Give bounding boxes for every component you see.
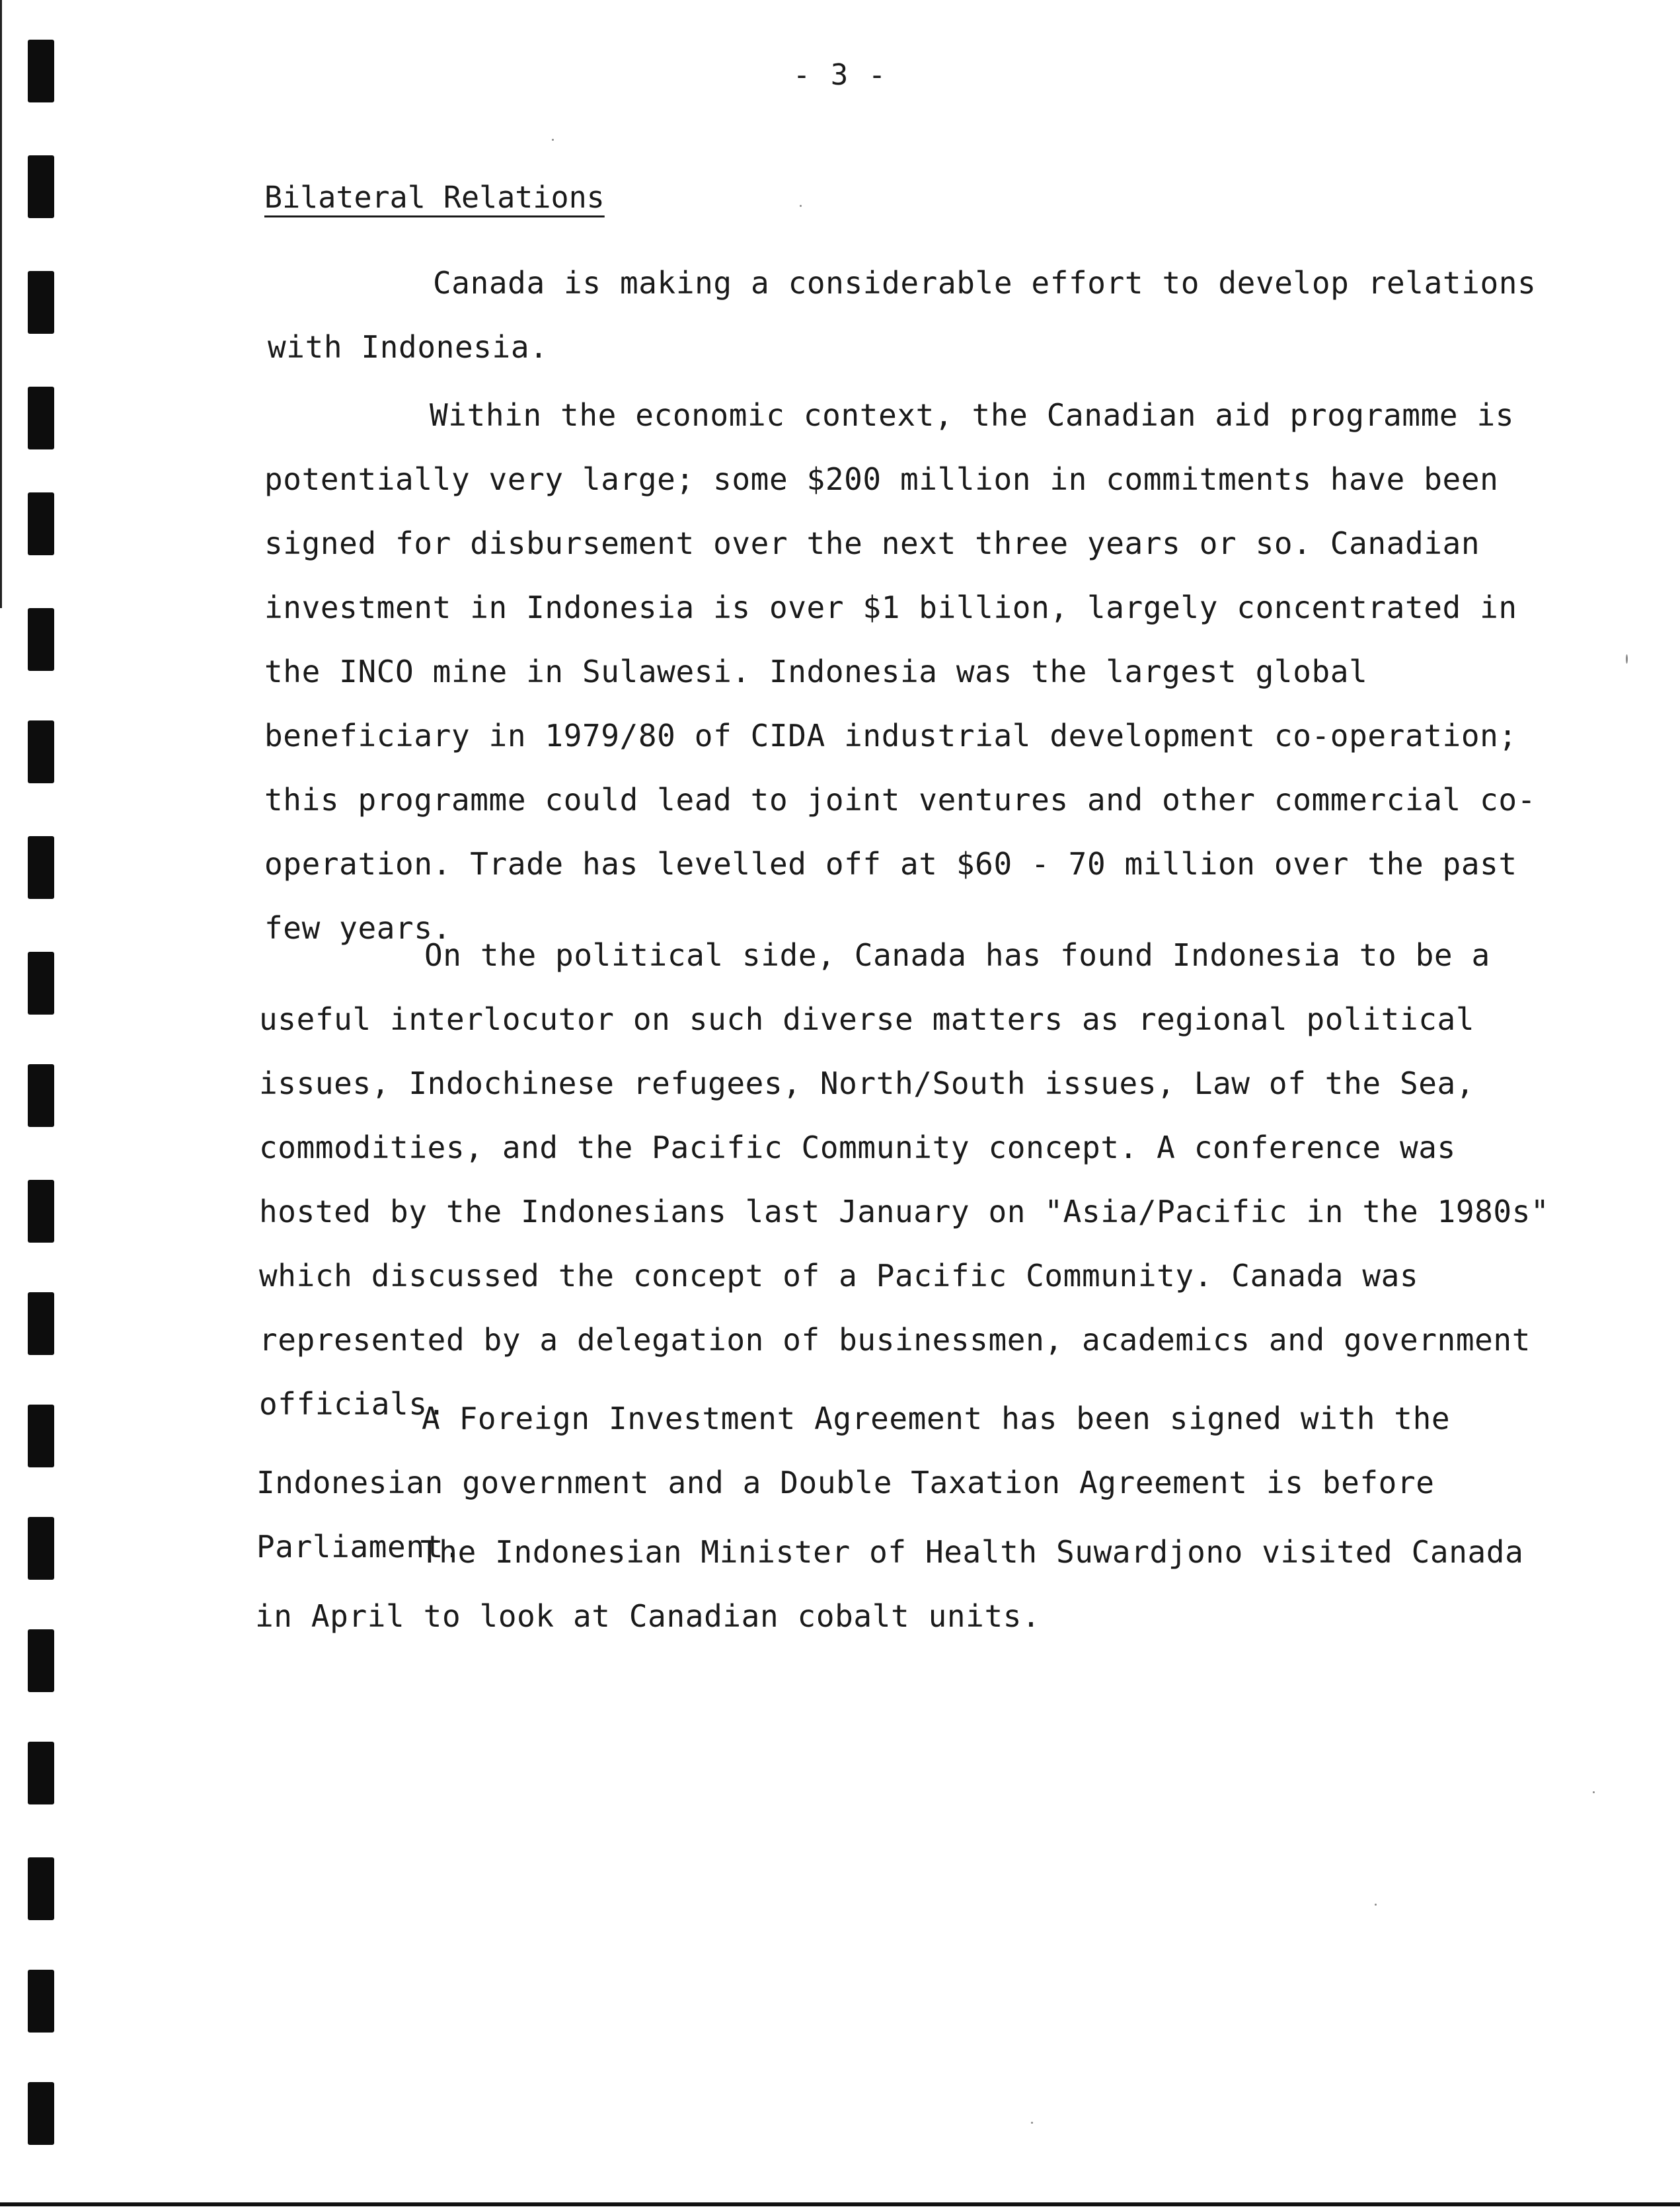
section-heading: Bilateral Relations: [264, 180, 605, 215]
binder-mark: [28, 1064, 54, 1127]
scan-speck: [1593, 1791, 1595, 1793]
scan-speck: [1375, 1904, 1377, 1906]
paragraph-2: Within the economic context, the Canadian aid programme is potentially very large; some $200 million in commitments have been signed for disbursement over the next three years or so. Canadian investment in Indonesia is over $1 billion, largely concentrated in the INCO mine in Sulawesi. Indonesia was the largest global beneficiary in 1979/80 of CIDA industrial development co-operation; this programme could lead to joint ventures and other commercial co-operation. Trade has levelled off at $60 - 70 million over the past few years.: [264, 397, 1537, 946]
binder-mark: [28, 155, 54, 218]
binder-mark: [28, 952, 54, 1015]
binder-mark: [28, 1742, 54, 1804]
binder-mark: [28, 1970, 54, 2033]
scan-speck: [1626, 654, 1628, 664]
binder-mark: [28, 608, 54, 671]
scan-speck: [552, 139, 554, 141]
binder-mark: [28, 1629, 54, 1692]
binder-mark: [28, 1180, 54, 1243]
bottom-edge-rule: [0, 2202, 1680, 2206]
binder-mark: [28, 1517, 54, 1580]
binder-mark: [28, 1292, 54, 1355]
binder-mark: [28, 271, 54, 334]
paragraph-4: A Foreign Investment Agreement has been signed with the Indonesian government and a Double Taxation Agreement is before Parliament.: [256, 1401, 1451, 1565]
paragraph-5: The Indonesian Minister of Health Suwardjono visited Canada in April to look at Canadian cobalt units.: [255, 1534, 1524, 1634]
page-number: - 3 -: [792, 58, 888, 92]
binder-mark: [28, 387, 54, 449]
binder-mark: [28, 492, 54, 555]
binder-mark: [28, 1857, 54, 1920]
paragraph-1: Canada is making a considerable effort to develop relations with Indonesia.: [268, 265, 1537, 365]
scan-speck: [1031, 2122, 1033, 2124]
binder-mark: [28, 720, 54, 783]
paragraph-3: On the political side, Canada has found Indonesia to be a useful interlocutor on such diverse matters as regional political issues, Indochinese refugees, North/South issues, Law of the Sea, commodities, and the Pacific Community concept. A conference was hosted by the Indonesians last January on "Asia/Pacific in the 1980s" which discussed the concept of a Pacific Community. Canada was represented by a delegation of businessmen, academics and government officials.: [259, 937, 1550, 1422]
binder-mark: [28, 1405, 54, 1467]
binder-mark: [28, 836, 54, 899]
binder-mark: [28, 2082, 54, 2145]
scan-speck: [800, 205, 802, 207]
